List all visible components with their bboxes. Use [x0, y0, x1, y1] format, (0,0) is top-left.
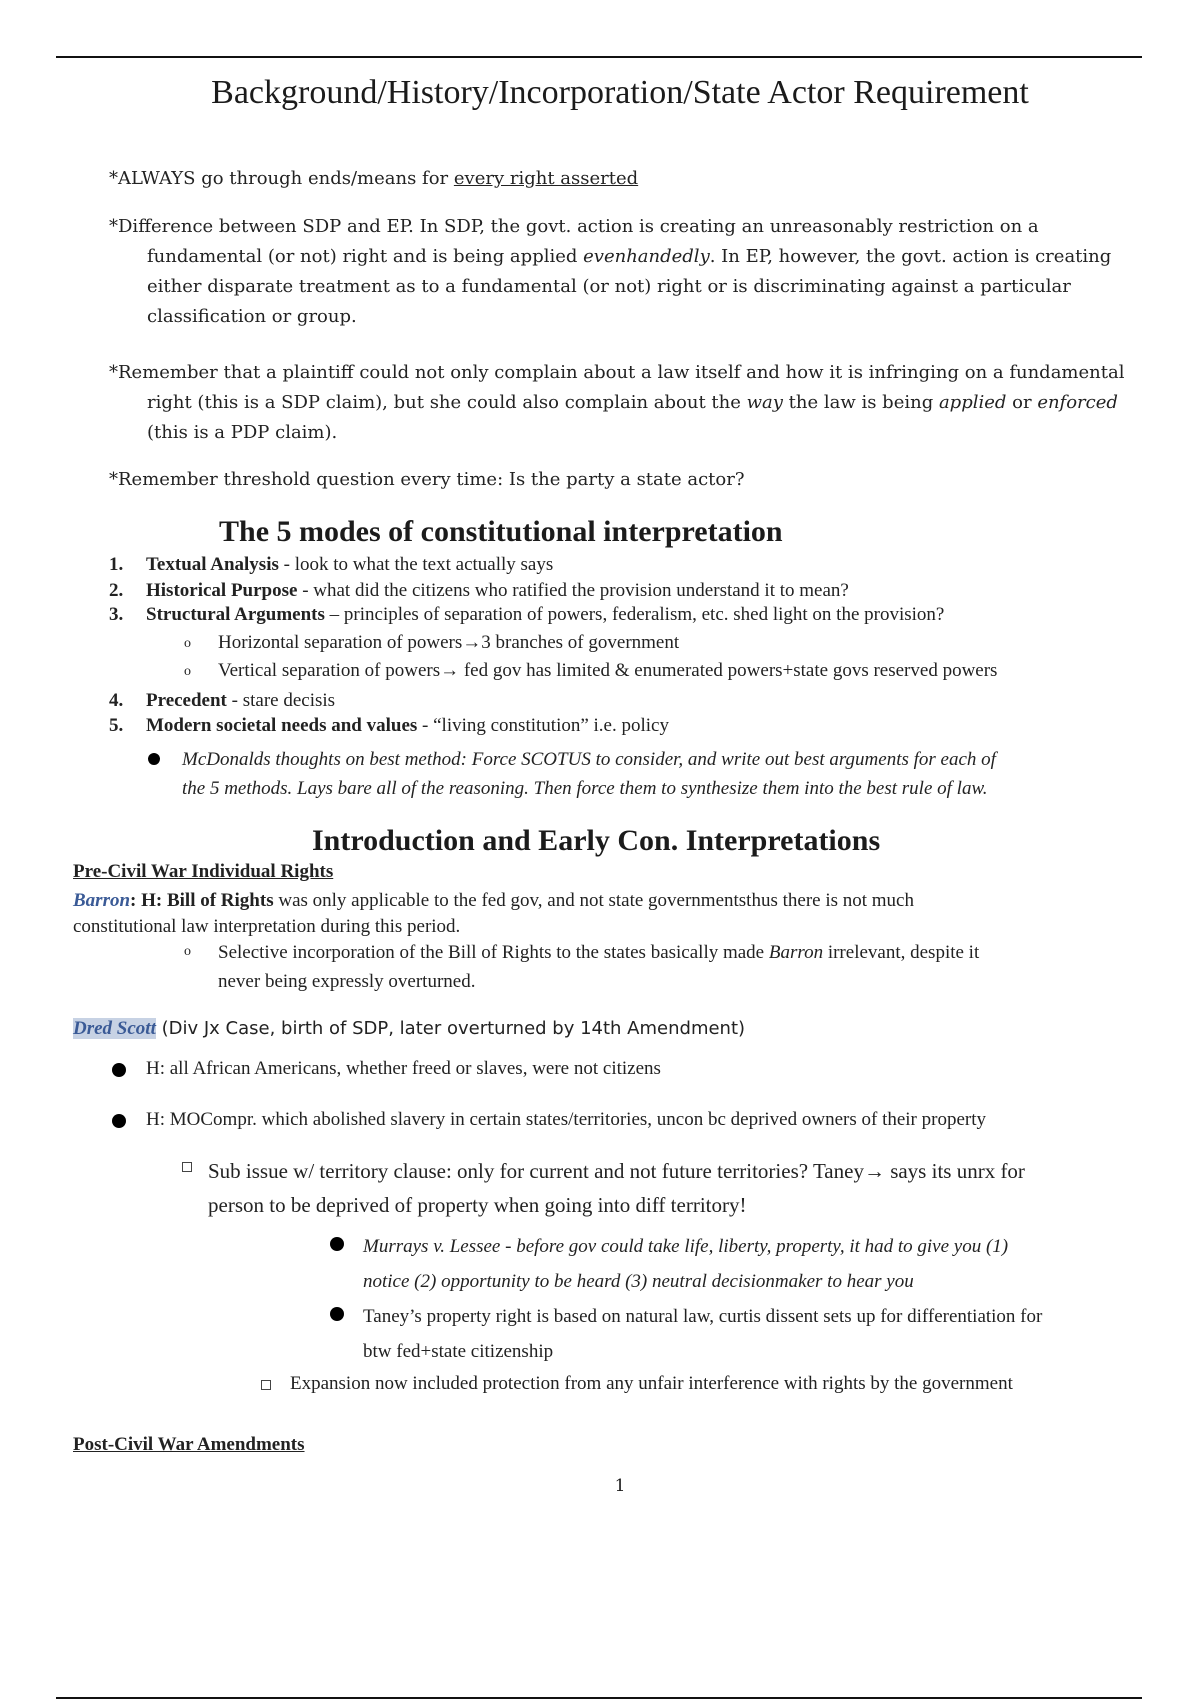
note-line: classification or group.	[147, 306, 357, 327]
note-text: or	[1006, 392, 1038, 413]
holding-label: : H:	[130, 890, 167, 911]
note-underlined: every right asserted	[453, 168, 639, 189]
sub-item: Horizontal separation of powers→3 branches of government	[218, 632, 680, 653]
case-description: (Div Jx Case, birth of SDP, later overturned by 14th Amendment)	[155, 1018, 746, 1039]
note-italic: enforced	[1037, 392, 1118, 413]
note-italic: way	[746, 392, 783, 413]
bullet-icon	[330, 1237, 344, 1251]
paragraph-text: Sub issue w/ territory clause: only for current and not future territories? Taney→ says its unrx for	[208, 1159, 1025, 1183]
note-ends-means	[109, 164, 638, 194]
note-text: right (this is a SDP claim), but she could also complain about the	[147, 392, 747, 413]
dred-scott-line	[73, 1018, 745, 1040]
note-line: McDonalds thoughts on best method: Force SCOTUS to consider, and write out best arguments for each of	[182, 749, 996, 770]
note-line	[109, 388, 1189, 418]
holding-item: H: MOCompr. which abolished slavery in certain states/territories, uncon bc deprived owners of their property	[146, 1109, 986, 1130]
mode-term: Historical Purpose	[146, 580, 298, 601]
case-name: Barron	[73, 890, 131, 911]
paragraph-text: person to be deprived of property when going into diff territory!	[208, 1193, 747, 1217]
mode-term: Modern societal needs and values	[146, 715, 418, 736]
murray-note	[363, 1229, 1183, 1299]
bullet-icon	[330, 1307, 344, 1321]
paragraph-text: Selective incorporation of the Bill of Rights to the states basically made	[218, 942, 769, 963]
bold-term: Bill of Rights	[166, 890, 274, 911]
sub-issue-note	[208, 1154, 1128, 1222]
paragraph-text: irrelevant, despite it	[823, 942, 980, 963]
paragraph-text: constitutional law interpretation during this period.	[73, 916, 461, 937]
note-line: *Difference between SDP and EP. In SDP, the govt. action is creating an unreasonably restriction on a	[109, 216, 1039, 237]
case-name: Dred Scott	[73, 1018, 156, 1039]
bullet-icon	[112, 1114, 126, 1128]
mode-term: Textual Analysis	[146, 554, 279, 575]
list-number: 4.	[109, 690, 124, 711]
note-line: *Remember that a plaintiff could not only complain about a law itself and how it is infringing on a fundamental	[109, 362, 1125, 383]
post-civil-war-subheading: Post-Civil War Amendments	[73, 1434, 305, 1455]
modes-heading: The 5 modes of constitutional interpretation	[219, 515, 783, 548]
circle-bullet-icon: o	[184, 664, 191, 679]
top-rule	[56, 56, 1142, 58]
note-text: the law is being	[782, 392, 939, 413]
note-text: fundamental (or not) right and is being applied	[147, 246, 584, 267]
sub-item: Vertical separation of powers→ fed gov has limited & enumerated powers+state govs reserved powers	[218, 660, 998, 681]
holding-item: H: all African Americans, whether freed or slaves, were not citizens	[146, 1058, 661, 1079]
list-item	[146, 580, 849, 602]
circle-bullet-icon: o	[184, 944, 191, 959]
circle-bullet-icon: o	[184, 636, 191, 651]
taney-note	[363, 1299, 1183, 1369]
note-threshold: *Remember threshold question every time: Is the party a state actor?	[109, 469, 745, 490]
paragraph-text: was only applicable to the fed gov, and not state governmentsthus there is not much	[273, 890, 914, 911]
note-line: (this is a PDP claim).	[147, 422, 338, 443]
paragraph-text: Taney’s property right is based on natural law, curtis dissent sets up for differentiation for	[363, 1306, 1043, 1327]
note-line: either disparate treatment as to a fundamental (or not) right or is discriminating against a particular	[147, 276, 1071, 297]
list-number: 5.	[109, 715, 124, 736]
bullet-icon	[112, 1063, 126, 1077]
incorporation-note	[218, 938, 1138, 996]
note-pdp-claim	[109, 358, 1189, 448]
note-italic: evenhandedly	[583, 246, 710, 267]
mode-desc: - look to what the text actually says	[278, 554, 554, 575]
bottom-rule	[56, 1697, 1142, 1699]
bullet-icon	[148, 753, 160, 765]
list-number: 1.	[109, 554, 124, 575]
page-title: Background/History/Incorporation/State Actor Requirement	[211, 74, 1029, 111]
mode-desc: - stare decisis	[226, 690, 336, 711]
barron-paragraph	[73, 888, 1153, 940]
paragraph-text: notice (2) opportunity to be heard (3) neutral decisionmaker to hear you	[363, 1271, 914, 1292]
square-bullet-icon	[182, 1162, 192, 1172]
case-name-italic: Barron	[768, 942, 824, 963]
note-line: the 5 methods. Lays bare all of the reasoning. Then force them to synthesize them into the best rule of law.	[182, 778, 988, 799]
mode-desc: – principles of separation of powers, federalism, etc. shed light on the provision?	[324, 604, 945, 625]
note-text: *ALWAYS go through ends/means for	[109, 168, 454, 189]
list-item	[146, 690, 335, 712]
note-italic: applied	[938, 392, 1007, 413]
square-bullet-icon	[261, 1380, 271, 1390]
page-number: 1	[614, 1476, 626, 1496]
paragraph-text: never being expressly overturned.	[218, 971, 476, 992]
mode-term: Precedent	[146, 690, 227, 711]
list-item	[146, 554, 553, 576]
note-text: . In EP, however, the govt. action is creating	[709, 246, 1112, 267]
paragraph-text: btw fed+state citizenship	[363, 1341, 554, 1362]
paragraph-text: Murrays v. Lessee - before gov could take life, liberty, property, it had to give you (1)	[363, 1236, 1009, 1257]
expansion-note: Expansion now included protection from any unfair interference with rights by the government	[290, 1373, 1013, 1394]
mode-term: Structural Arguments	[146, 604, 325, 625]
list-number: 3.	[109, 604, 124, 625]
pre-civil-war-subheading: Pre-Civil War Individual Rights	[73, 861, 334, 882]
note-line	[109, 242, 1169, 272]
list-item	[146, 715, 669, 737]
list-number: 2.	[109, 580, 124, 601]
mode-desc: - “living constitution” i.e. policy	[417, 715, 669, 736]
mode-desc: - what did the citizens who ratified the provision understand it to mean?	[297, 580, 849, 601]
list-item	[146, 604, 944, 626]
note-sdp-ep	[109, 212, 1169, 332]
intro-heading: Introduction and Early Con. Interpretations	[312, 824, 881, 857]
mcdonald-note	[182, 745, 1182, 803]
